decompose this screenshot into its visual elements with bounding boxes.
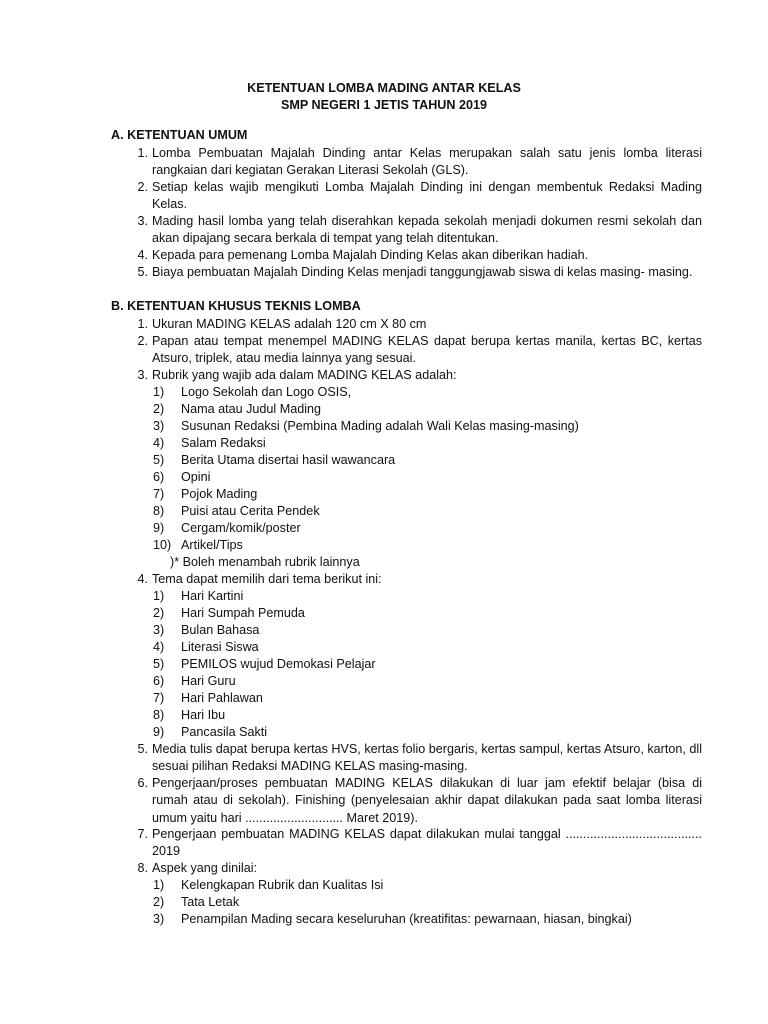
sub-number: 3) bbox=[153, 623, 165, 637]
sub-text: Hari Kartini bbox=[181, 589, 244, 603]
sub-number: 2) bbox=[153, 402, 165, 416]
sub-number: 1) bbox=[153, 878, 165, 892]
sub-number: 2) bbox=[153, 895, 165, 909]
item-text: Mading hasil lomba yang telah diserahkan kepada sekolah menjadi dokumen resmi sekolah dan akan dipajang secara berkala di tempat yang telah ditentukan. bbox=[152, 214, 702, 246]
sub-number: 2) bbox=[153, 606, 165, 620]
item-text: Biaya pembuatan Majalah Dinding Kelas menjadi tanggungjawab siswa di kelas masing- masing. bbox=[152, 265, 693, 279]
item-text: Media tulis dapat berupa kertas HVS, kertas folio bergaris, kertas sampul, kertas Atsuro, karton, dll sesuai pilihan Redaksi MADING KELAS masing-masing. bbox=[152, 742, 702, 774]
section-b-heading: B. KETENTUAN KHUSUS TEKNIS LOMBA bbox=[111, 299, 361, 313]
title-line-2: SMP NEGERI 1 JETIS TAHUN 2019 bbox=[281, 98, 487, 112]
rubrik-note: )* Boleh menambah rubrik lainnya bbox=[170, 555, 360, 569]
item-text: Pengerjaan pembuatan MADING KELAS dapat dilakukan mulai tanggal ....................................... 2019 bbox=[152, 827, 702, 859]
sub-text: Puisi atau Cerita Pendek bbox=[181, 504, 320, 518]
sub-number: 7) bbox=[153, 487, 165, 501]
section-a-heading: A. KETENTUAN UMUM bbox=[111, 128, 248, 142]
sub-text: Berita Utama disertai hasil wawancara bbox=[181, 453, 396, 467]
item-number: 1. bbox=[137, 146, 148, 160]
sub-text: Hari Sumpah Pemuda bbox=[181, 606, 305, 620]
sub-number: 8) bbox=[153, 504, 165, 518]
sub-text: PEMILOS wujud Demokasi Pelajar bbox=[181, 657, 376, 671]
sub-text: Kelengkapan Rubrik dan Kualitas Isi bbox=[181, 878, 384, 892]
sub-text: Bulan Bahasa bbox=[181, 623, 260, 637]
sub-text: Salam Redaksi bbox=[181, 436, 266, 450]
sub-number: 1) bbox=[153, 589, 165, 603]
item-text: Tema dapat memilih dari tema berikut ini: bbox=[152, 572, 382, 586]
item-number: 6. bbox=[137, 776, 148, 790]
item-number: 5. bbox=[137, 742, 148, 756]
item-number: 8. bbox=[137, 861, 148, 875]
item-number: 3. bbox=[137, 214, 148, 228]
sub-text: Hari Ibu bbox=[181, 708, 226, 722]
sub-text: Nama atau Judul Mading bbox=[181, 402, 322, 416]
sub-text: Hari Guru bbox=[181, 674, 236, 688]
item-text: Setiap kelas wajib mengikuti Lomba Majalah Dinding ini dengan membentuk Redaksi Mading Kelas. bbox=[152, 180, 702, 212]
item-text: Kepada para pemenang Lomba Majalah Dinding Kelas akan diberikan hadiah. bbox=[152, 248, 589, 262]
item-text: Aspek yang dinilai: bbox=[152, 861, 258, 875]
item-text: Pengerjaan/proses pembuatan MADING KELAS dilakukan di luar jam efektif belajar (bisa di rumah atau di sekolah). Finishing (penyelesaian akhir dapat dilakukan pada saat lomba literasi umum yaitu hari ............................ Maret 2019). bbox=[152, 776, 702, 825]
item-text: Rubrik yang wajib ada dalam MADING KELAS adalah: bbox=[152, 368, 457, 382]
sub-text: Cergam/komik/poster bbox=[181, 521, 301, 535]
sub-number: 6) bbox=[153, 470, 165, 484]
item-number: 2. bbox=[137, 180, 148, 194]
item-text: Ukuran MADING KELAS adalah 120 cm X 80 cm bbox=[152, 317, 427, 331]
sub-text: Susunan Redaksi (Pembina Mading adalah Wali Kelas masing-masing) bbox=[181, 419, 579, 433]
sub-text: Pojok Mading bbox=[181, 487, 258, 501]
sub-number: 5) bbox=[153, 453, 165, 467]
sub-number: 10) bbox=[153, 538, 172, 552]
sub-number: 8) bbox=[153, 708, 165, 722]
sub-text: Literasi Siswa bbox=[181, 640, 259, 654]
document-title bbox=[0, 80, 768, 114]
sub-text: Artikel/Tips bbox=[181, 538, 243, 552]
sub-text: Penampilan Mading secara keseluruhan (kreatifitas: pewarnaan, hiasan, bingkai) bbox=[181, 912, 632, 926]
item-number: 4. bbox=[137, 248, 148, 262]
sub-number: 9) bbox=[153, 521, 165, 535]
sub-number: 4) bbox=[153, 436, 165, 450]
title-line-1: KETENTUAN LOMBA MADING ANTAR KELAS bbox=[247, 81, 521, 95]
item-number: 2. bbox=[137, 334, 148, 348]
sub-number: 7) bbox=[153, 691, 165, 705]
item-text: Lomba Pembuatan Majalah Dinding antar Kelas merupakan salah satu jenis lomba literasi rangkaian dari kegiatan Gerakan Literasi Sekolah (GLS). bbox=[152, 146, 702, 178]
sub-number: 6) bbox=[153, 674, 165, 688]
item-number: 4. bbox=[137, 572, 148, 586]
sub-text: Pancasila Sakti bbox=[181, 725, 268, 739]
sub-number: 5) bbox=[153, 657, 165, 671]
sub-number: 9) bbox=[153, 725, 165, 739]
sub-text: Hari Pahlawan bbox=[181, 691, 263, 705]
item-text: Papan atau tempat menempel MADING KELAS dapat berupa kertas manila, kertas BC, kertas Atsuro, triplek, atau media lainnya yang sesuai. bbox=[152, 334, 702, 366]
sub-text: Opini bbox=[181, 470, 211, 484]
sub-text: Logo Sekolah dan Logo OSIS, bbox=[181, 385, 352, 399]
sub-number: 3) bbox=[153, 419, 165, 433]
item-number: 1. bbox=[137, 317, 148, 331]
item-number: 5. bbox=[137, 265, 148, 279]
sub-number: 3) bbox=[153, 912, 165, 926]
sub-number: 4) bbox=[153, 640, 165, 654]
item-number: 3. bbox=[137, 368, 148, 382]
sub-text: Tata Letak bbox=[181, 895, 240, 909]
sub-number: 1) bbox=[153, 385, 165, 399]
item-number: 7. bbox=[137, 827, 148, 841]
